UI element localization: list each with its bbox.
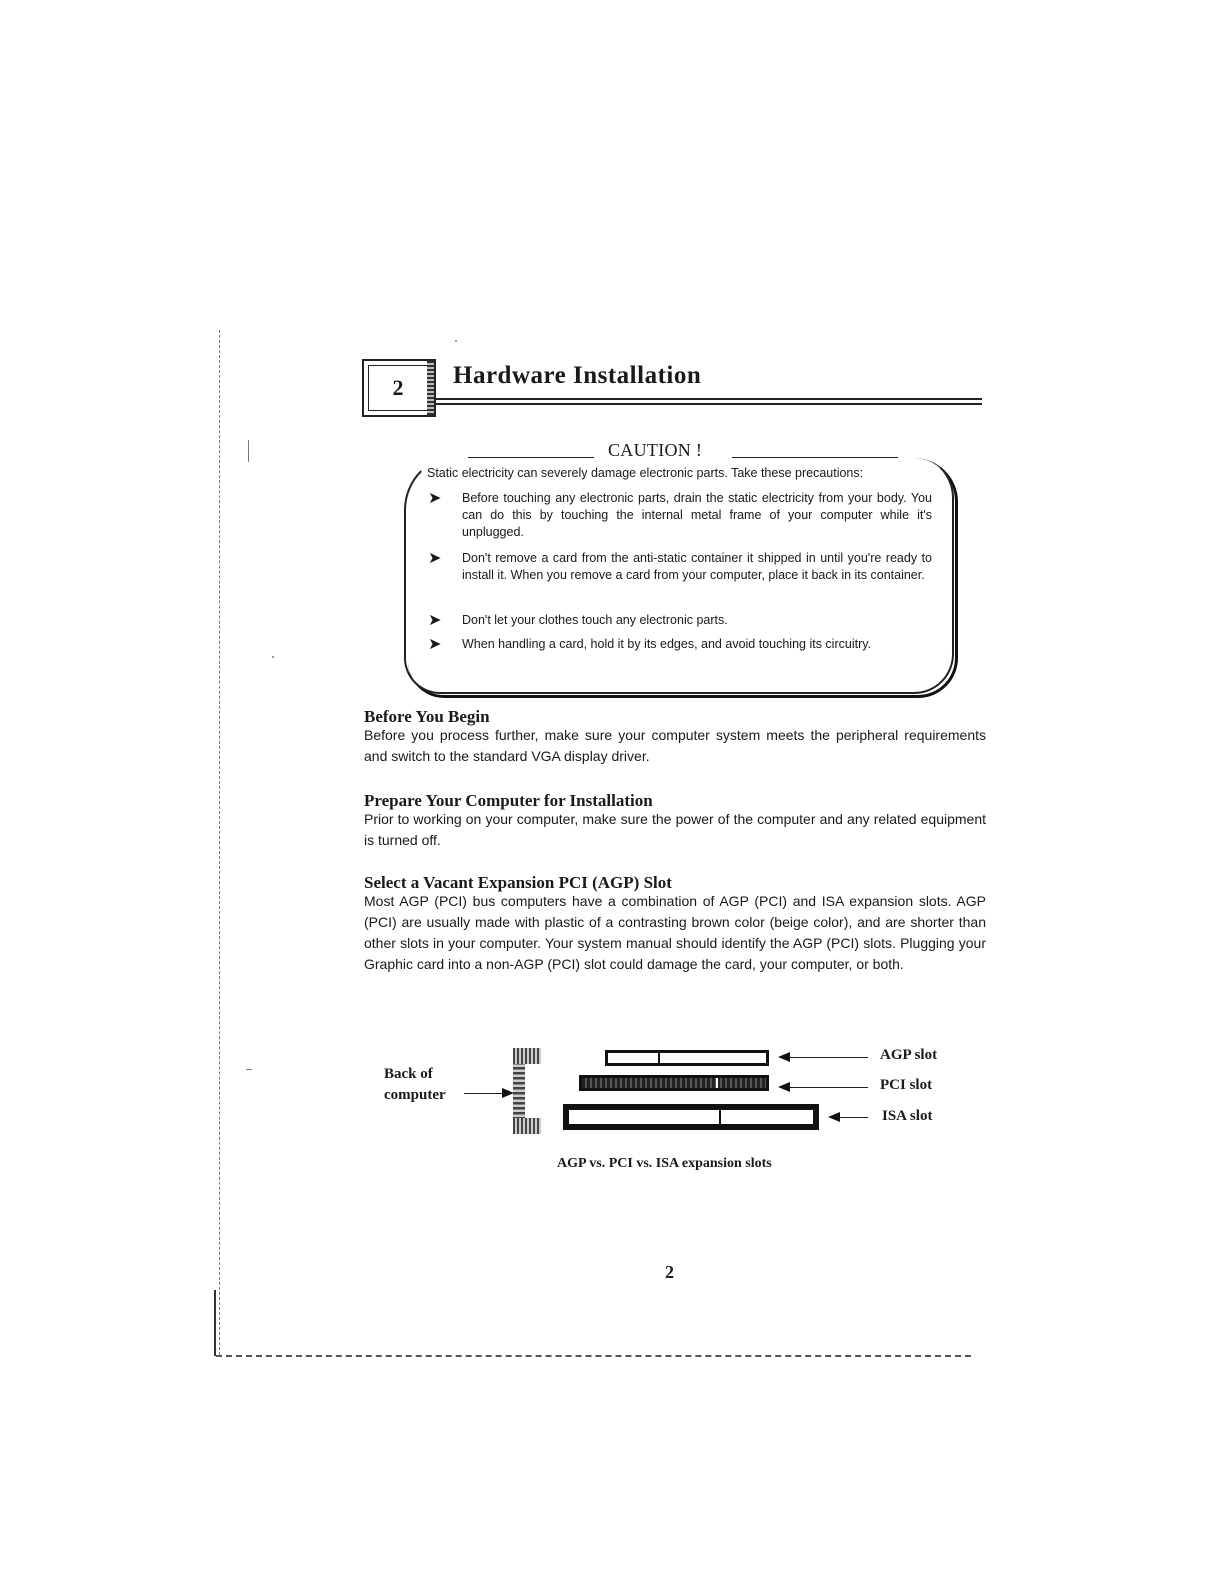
section-heading: Prepare Your Computer for Installation — [364, 791, 653, 810]
title-rule — [436, 398, 982, 400]
caution-item-text: Don't remove a card from the anti-static container it shipped in until you're ready to install it. When you remove a card from your computer, place it back in its container. — [462, 551, 932, 582]
section-body: Prior to working on your computer, make sure the power of the computer and any related equipment is turned off. — [364, 811, 986, 848]
isa-slot-label: ISA slot — [882, 1108, 933, 1124]
section-heading: Select a Vacant Expansion PCI (AGP) Slot — [364, 873, 672, 892]
scan-margin-mark — [214, 1290, 216, 1356]
scan-margin-line — [219, 330, 220, 1355]
caution-item-text: Don't let your clothes touch any electronic parts. — [462, 613, 728, 627]
agp-slot-label: AGP slot — [880, 1047, 938, 1063]
pci-slot-label: PCI slot — [880, 1077, 933, 1093]
scan-speck — [455, 340, 457, 342]
agp-slot-graphic — [605, 1050, 769, 1066]
chapter-title: Hardware Installation — [453, 362, 702, 389]
back-panel-bracket — [513, 1048, 543, 1134]
chapter-tab-graphic — [427, 361, 434, 415]
back-arrow-line — [464, 1093, 506, 1094]
isa-arrow-line — [840, 1117, 868, 1118]
section-body: Before you process further, make sure your computer system meets the peripheral requirements and switch to the standard VGA display driver. — [364, 727, 986, 764]
pci-slot-graphic — [579, 1075, 769, 1091]
figure-caption: AGP vs. PCI vs. ISA expansion slots — [557, 1156, 772, 1171]
scan-bottom-line — [216, 1355, 971, 1357]
left-arrow-icon — [828, 1112, 840, 1122]
arrow-bullet-icon: ➤ — [428, 612, 442, 629]
caution-item — [428, 550, 932, 584]
arrow-bullet-icon: ➤ — [428, 550, 442, 567]
scan-speck — [246, 1069, 252, 1070]
caution-item-text: Before touching any electronic parts, drain the static electricity from your body. You can do this by touching the internal metal frame of your computer while it's unplugged. — [462, 491, 932, 539]
agp-arrow-line — [790, 1057, 868, 1058]
chapter-number-box — [362, 359, 436, 417]
section-heading: Before You Begin — [364, 707, 490, 726]
scan-speck — [248, 440, 249, 462]
caution-rule-left — [468, 457, 594, 458]
caution-rule-right — [732, 457, 898, 458]
caution-item — [428, 490, 932, 541]
isa-slot-graphic — [563, 1104, 819, 1130]
arrow-bullet-icon: ➤ — [428, 636, 442, 653]
caution-title: CAUTION ! — [608, 440, 703, 460]
caution-item-text: When handling a card, hold it by its edges, and avoid touching its circuitry. — [462, 637, 872, 651]
left-arrow-icon — [778, 1082, 790, 1092]
caution-item — [428, 636, 932, 653]
caution-intro: Static electricity can severely damage electronic parts. Take these precautions: — [427, 466, 864, 480]
page-number: 2 — [665, 1262, 674, 1282]
back-of-computer-label: computer — [384, 1087, 446, 1103]
left-arrow-icon — [778, 1052, 790, 1062]
caution-item — [428, 612, 932, 629]
scan-speck — [272, 656, 274, 658]
chapter-number: 2 — [368, 365, 428, 411]
arrow-bullet-icon: ➤ — [428, 490, 442, 507]
back-of-computer-label: Back of — [384, 1066, 433, 1082]
section-body: Most AGP (PCI) bus computers have a combination of AGP (PCI) and ISA expansion slots. AGP (PCI) are usually made with plastic of a contrasting brown color (beige color), and are shorter than other slots in your computer. Your system manual should identify the AGP (PCI) slots. Plugging your Graphic card into a non-AGP (PCI) slot could damage the card, your computer, or both. — [364, 893, 986, 972]
pci-arrow-line — [790, 1087, 868, 1088]
title-rule — [436, 403, 982, 405]
